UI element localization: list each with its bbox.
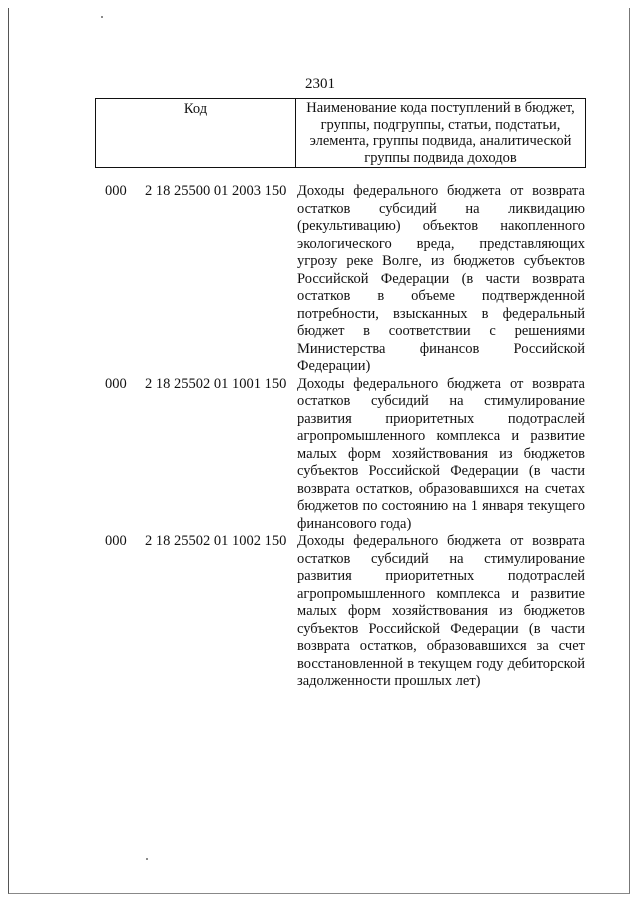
admin-code: 000 — [105, 533, 127, 549]
income-code: 2 18 25502 01 1002 150 — [145, 533, 287, 549]
header-table — [95, 98, 586, 168]
admin-code: 000 — [105, 183, 127, 199]
income-code: 2 18 25502 01 1001 150 — [145, 375, 287, 392]
list-item — [0, 376, 640, 534]
header-name-cell: Наименование кода поступлений в бюджет, группы, подгруппы, статьи, подстатьи, элемента, группы подвида, аналитической группы подвида доходов — [306, 100, 575, 166]
income-description: Доходы федерального бюджета от возврата остатков субсидий на ликвидацию (рекультивацию) объектов накопленного экологического вреда, представляющих угрозу реке Волге, из бюджетов субъектов Российской Федерации (в части возврата остатков в объеме подтвержденной потребности, взысканных в федеральный бюджет в соответствии с решениями Министерства финансов Российской Федерации) — [297, 183, 585, 374]
scan-speck — [146, 858, 148, 860]
scan-speck — [101, 16, 103, 18]
income-code-list — [0, 183, 640, 691]
admin-code: 000 — [105, 375, 127, 392]
header-code-cell: Код — [96, 99, 296, 167]
income-description: Доходы федерального бюджета от возврата остатков субсидий на стимулирование развития приоритетных подотраслей агропромышленного комплекса и развитие малых форм хозяйствования из бюджетов субъектов Российской Федерации (в части возврата остатков, образовавшихся за счет восстановленной в текущем году дебиторской задолженности прошлых лет) — [297, 533, 585, 689]
page-number: 2301 — [305, 76, 335, 92]
list-item — [0, 183, 640, 376]
income-description: Доходы федерального бюджета от возврата остатков субсидий на стимулирование развития приоритетных подотраслей агропромышленного комплекса и развитие малых форм хозяйствования из бюджетов субъектов Российской Федерации (в части возврата остатков, образовавшихся на счетах бюджетов по состоянию на 1 января текущего финансового года) — [297, 375, 585, 532]
list-item — [0, 533, 640, 691]
income-code: 2 18 25500 01 2003 150 — [145, 183, 287, 199]
